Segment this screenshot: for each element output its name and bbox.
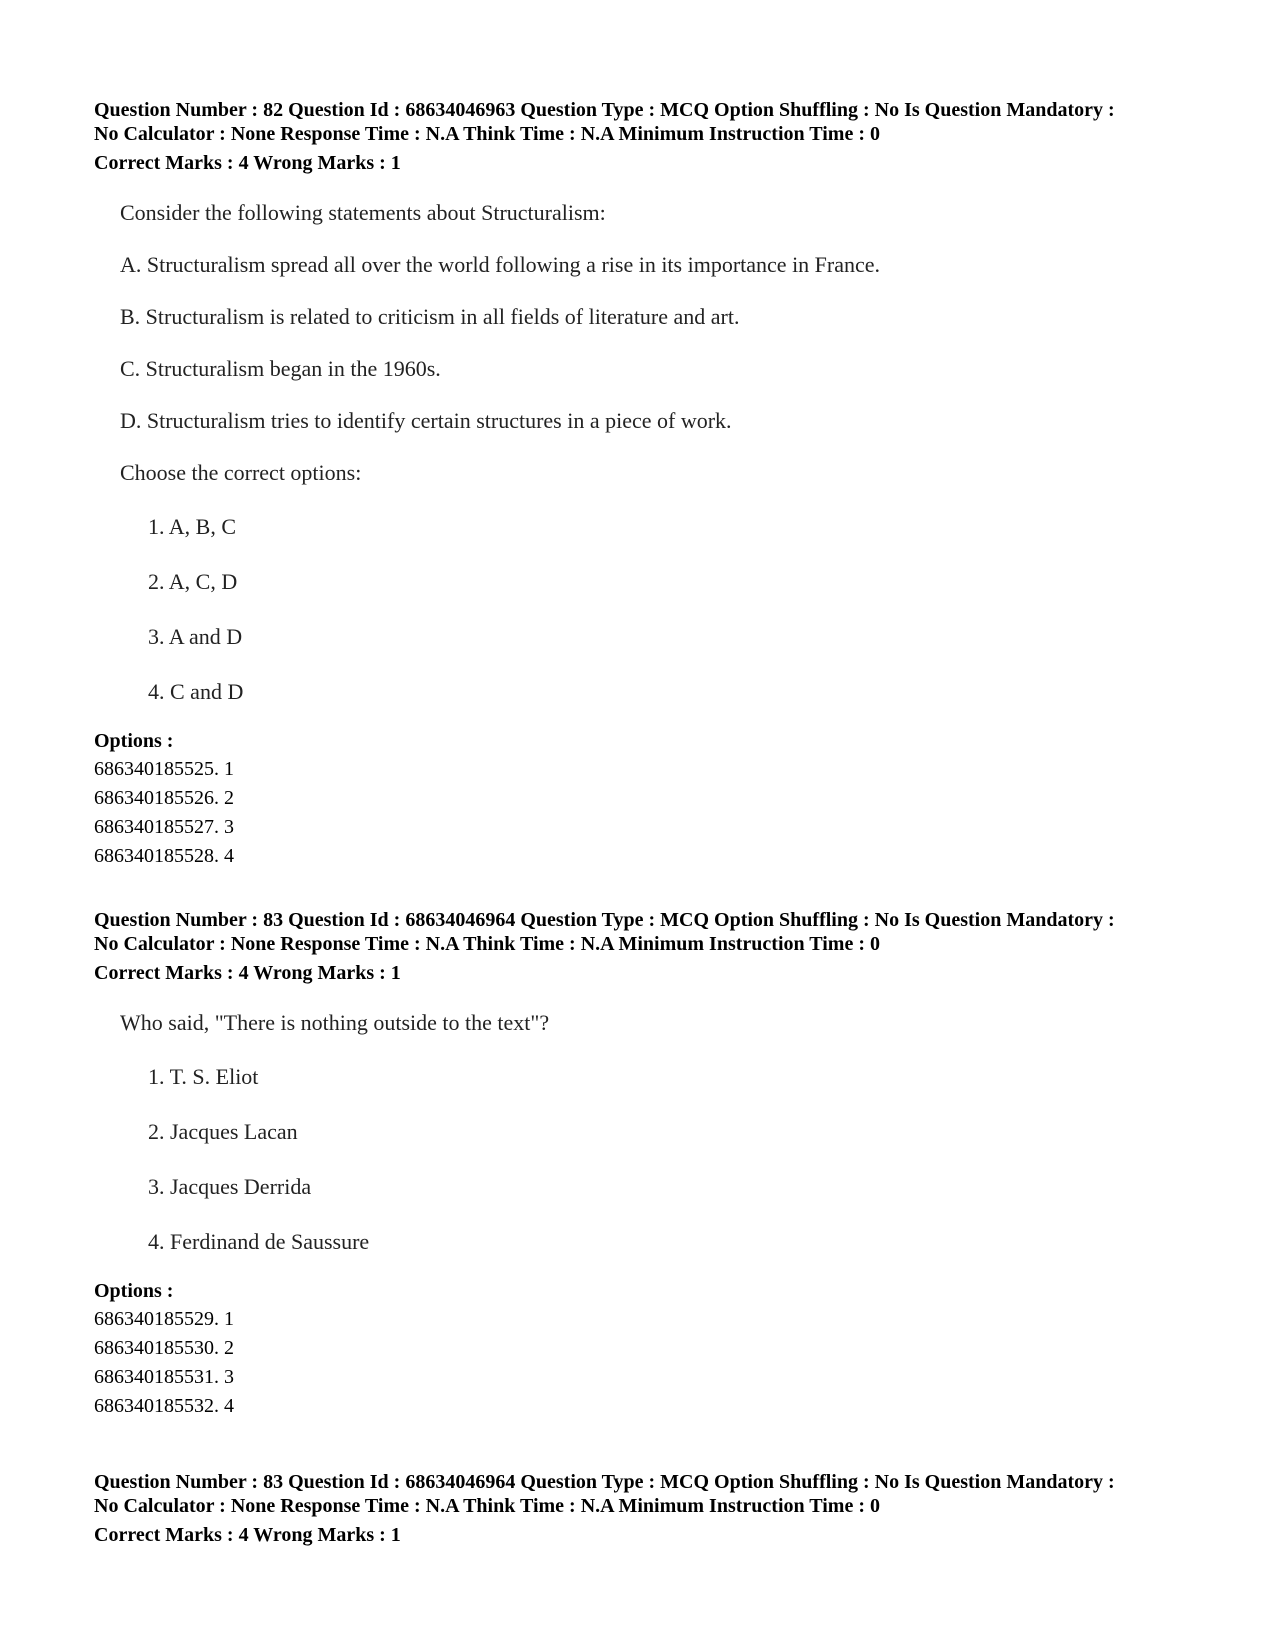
answer-choice-list	[148, 499, 1204, 719]
stem-line: A. Structuralism spread all over the world following a rise in its importance in France.	[120, 252, 881, 277]
option-row: 686340185528. 4	[94, 845, 234, 867]
answer-choice: 2. A, C, D	[148, 569, 238, 594]
answer-choice: 3. Jacques Derrida	[148, 1174, 312, 1199]
stem-line: Who said, "There is nothing outside to the text"?	[120, 1010, 550, 1035]
stem-line: B. Structuralism is related to criticism in all fields of literature and art.	[120, 304, 740, 329]
question-meta-line: Question Number : 83 Question Id : 68634046964 Question Type : MCQ Option Shuffling : No Is Question Mandatory :	[94, 909, 1115, 931]
question-stem	[120, 187, 1204, 499]
question-block	[94, 98, 1204, 871]
answer-choice-list	[148, 1049, 1204, 1269]
options-label: Options :	[94, 730, 174, 752]
options-section	[94, 1277, 1204, 1421]
question-marks: Correct Marks : 4 Wrong Marks : 1	[94, 962, 401, 984]
question-marks: Correct Marks : 4 Wrong Marks : 1	[94, 152, 401, 174]
question-meta	[94, 98, 1204, 146]
options-section	[94, 727, 1204, 871]
question-meta-line: No Calculator : None Response Time : N.A Think Time : N.A Minimum Instruction Time : 0	[94, 1495, 880, 1517]
answer-choice: 1. A, B, C	[148, 514, 237, 539]
stem-line: Choose the correct options:	[120, 460, 362, 485]
question-meta-line: Question Number : 83 Question Id : 68634046964 Question Type : MCQ Option Shuffling : No Is Question Mandatory :	[94, 1471, 1115, 1493]
option-row: 686340185527. 3	[94, 816, 234, 838]
question-meta	[94, 908, 1204, 956]
answer-choice: 4. Ferdinand de Saussure	[148, 1229, 370, 1254]
stem-line: Consider the following statements about Structuralism:	[120, 200, 606, 225]
stem-line: D. Structuralism tries to identify certain structures in a piece of work.	[120, 408, 732, 433]
answer-choice: 1. T. S. Eliot	[148, 1064, 259, 1089]
option-row: 686340185526. 2	[94, 787, 234, 809]
answer-choice: 4. C and D	[148, 679, 244, 704]
question-meta-line: Question Number : 82 Question Id : 68634046963 Question Type : MCQ Option Shuffling : No Is Question Mandatory :	[94, 99, 1115, 121]
option-row: 686340185529. 1	[94, 1308, 234, 1330]
question-stem	[120, 997, 1204, 1049]
option-row: 686340185531. 3	[94, 1366, 234, 1388]
stem-line: C. Structuralism began in the 1960s.	[120, 356, 441, 381]
option-row: 686340185532. 4	[94, 1395, 234, 1417]
answer-choice: 3. A and D	[148, 624, 243, 649]
option-row: 686340185525. 1	[94, 758, 234, 780]
question-meta	[94, 1470, 1204, 1518]
question-marks: Correct Marks : 4 Wrong Marks : 1	[94, 1524, 401, 1546]
options-label: Options :	[94, 1280, 174, 1302]
question-meta-line: No Calculator : None Response Time : N.A Think Time : N.A Minimum Instruction Time : 0	[94, 933, 880, 955]
question-block	[94, 1470, 1204, 1547]
question-block	[94, 908, 1204, 1421]
question-meta-line: No Calculator : None Response Time : N.A Think Time : N.A Minimum Instruction Time : 0	[94, 123, 880, 145]
answer-choice: 2. Jacques Lacan	[148, 1119, 298, 1144]
option-row: 686340185530. 2	[94, 1337, 234, 1359]
